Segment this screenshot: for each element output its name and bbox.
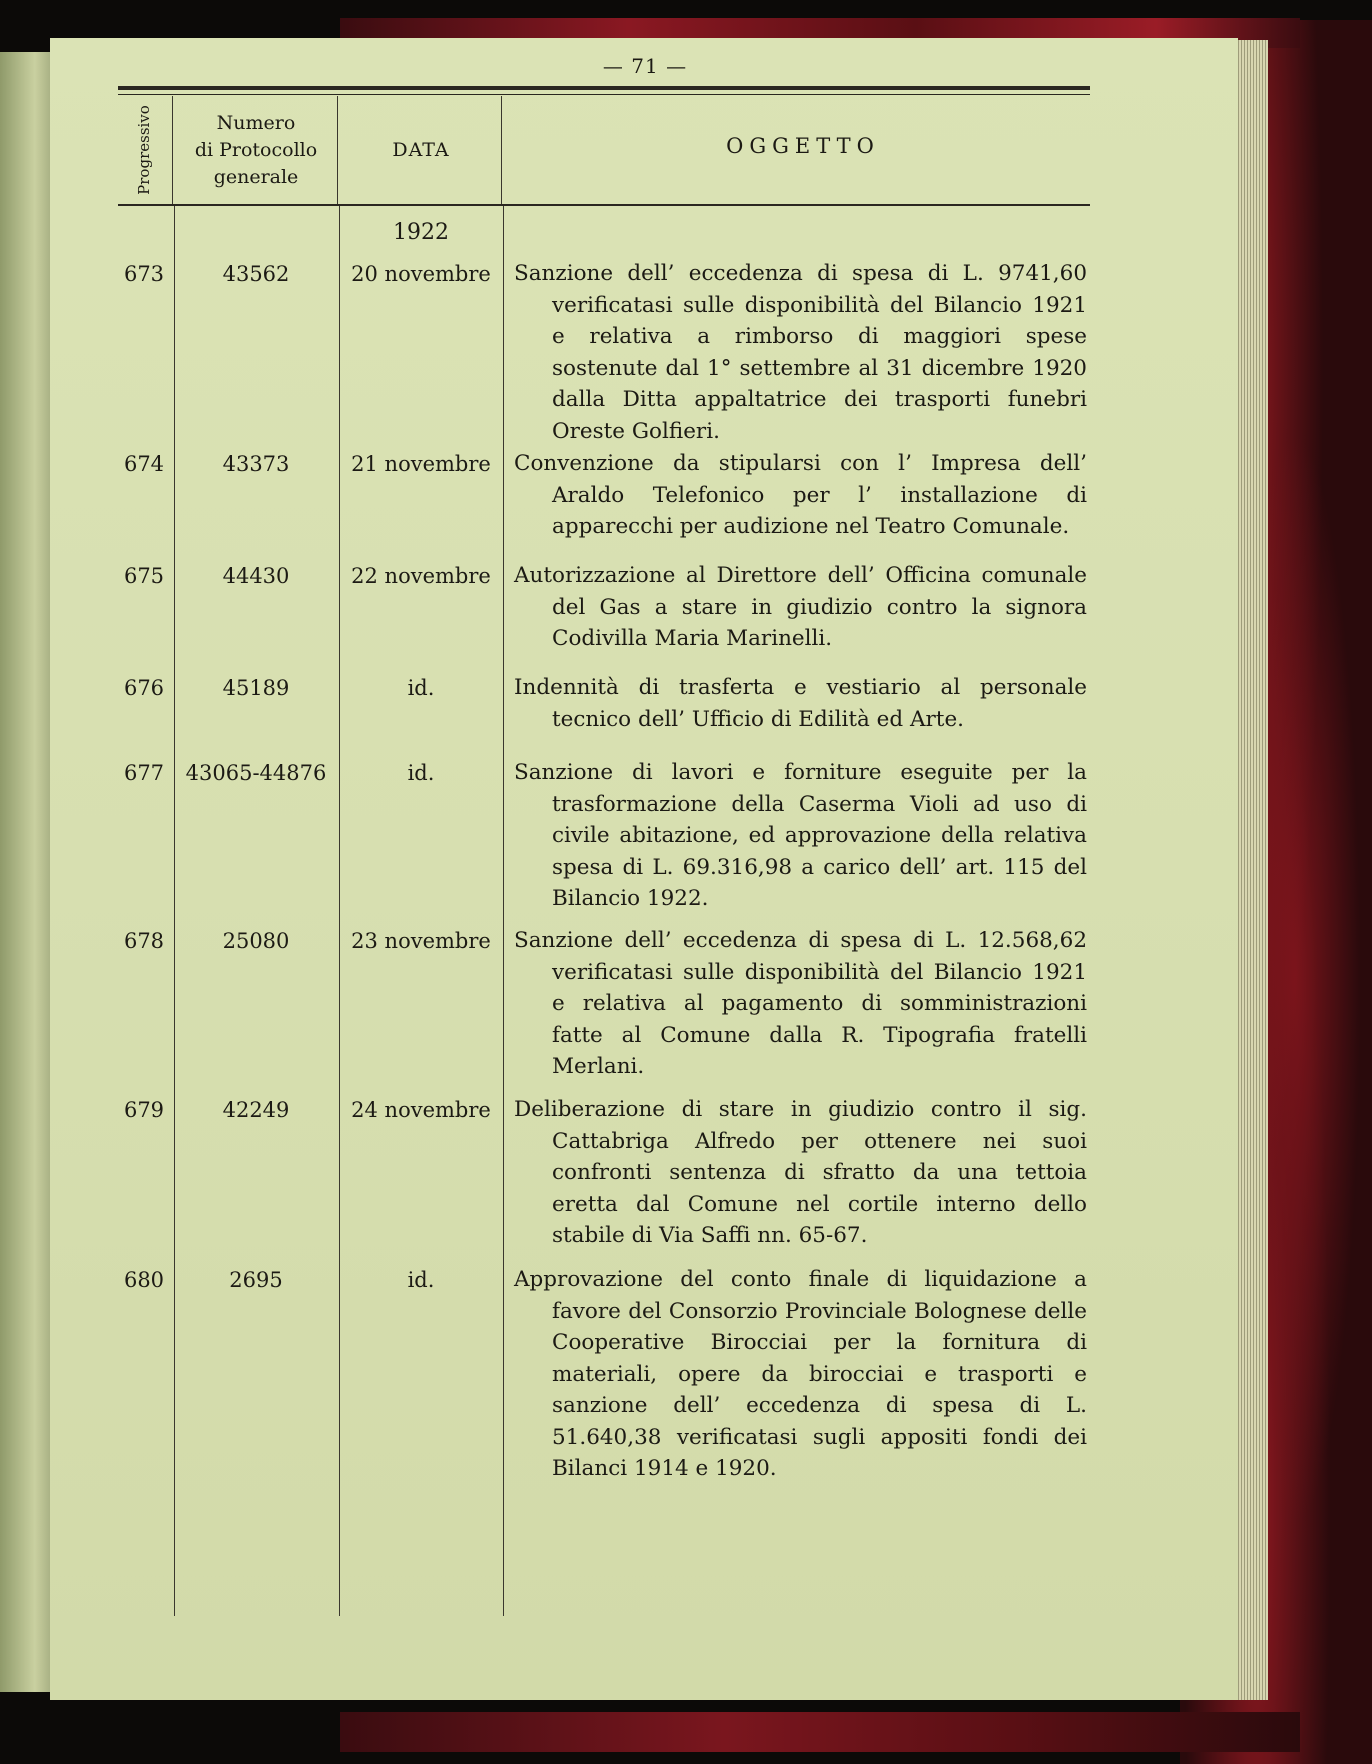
header-numero-line: generale	[213, 166, 299, 188]
column-divider	[501, 96, 502, 204]
header-numero-protocollo	[174, 110, 338, 191]
entry-progressivo: 680	[123, 1268, 165, 1292]
header-rule	[118, 204, 1090, 206]
entry-progressivo: 674	[123, 452, 165, 476]
entry-progressivo: 677	[123, 761, 165, 785]
column-divider	[339, 206, 340, 1616]
entry-oggetto: Sanzione dell’ eccedenza di spesa di L. 12.568,62 verificatasi sulle disponibilità del Bilancio 1921 e relativa al pagamento di somministrazioni fatte al Comune dalla R. Tipografia fratelli Merlani.	[514, 928, 1087, 1079]
entry-date: id.	[407, 761, 435, 785]
entry-protocollo: 2695	[229, 1268, 283, 1292]
header-numero-line: Numero	[216, 112, 296, 134]
entry-date: 23 novembre	[351, 929, 491, 953]
entry-protocollo: 43373	[222, 452, 290, 476]
entry-oggetto: Deliberazione di stare in giudizio contro il sig. Cattabriga Alfredo per ottenere nei suoi confronti sentenza di sfratto da una tettoia eretta dal Comune nel cortile interno dello stabile di Via Saffi nn. 65-67.	[514, 1097, 1087, 1248]
header-progressivo-label: Progressivo	[135, 105, 153, 195]
header-progressivo	[116, 105, 172, 195]
entry-protocollo: 25080	[222, 929, 290, 953]
entry-protocollo: 42249	[222, 1098, 290, 1122]
column-divider	[337, 96, 338, 204]
entry-date: 24 novembre	[351, 1098, 491, 1122]
entry-progressivo: 678	[123, 929, 165, 953]
entry-date: 21 novembre	[351, 452, 491, 476]
header-data: DATA	[392, 139, 450, 161]
entry-protocollo: 44430	[222, 564, 290, 588]
entry-protocollo: 43562	[222, 262, 290, 286]
page-stack-edge	[1236, 40, 1268, 1700]
entry-date: 22 novembre	[351, 564, 491, 588]
entry-date: id.	[407, 676, 435, 700]
entry-oggetto: Indennità di trasferta e vestiario al personale tecnico dell’ Ufficio di Edilità ed Arte.	[514, 675, 1087, 732]
marbled-edge-bottom	[340, 1712, 1300, 1752]
entry-oggetto: Approvazione del conto finale di liquidazione a favore del Consorzio Provinciale Bolognese delle Cooperative Birocciai per la fornitura di materiali, opere da birocciai e trasporti e sanzione dell’ eccedenza di spesa di L. 51.640,38 verificatasi sugli appositi fondi dei Bilanci 1914 e 1920.	[514, 1267, 1087, 1481]
column-divider	[503, 206, 504, 1616]
page-number: — 71 —	[602, 54, 688, 78]
header-oggetto: OGGETTO	[726, 134, 880, 158]
entry-oggetto: Sanzione di lavori e forniture eseguite per la trasformazione della Caserma Violi ad uso di civile abitazione, ed approvazione della relativa spesa di L. 69.316,98 a carico dell’ art. 115 del Bilancio 1922.	[514, 760, 1087, 911]
year-label: 1922	[393, 220, 449, 245]
entry-progressivo: 673	[123, 262, 165, 286]
entry-progressivo: 676	[123, 676, 165, 700]
entry-progressivo: 675	[123, 564, 165, 588]
entry-oggetto: Autorizzazione al Direttore dell’ Officina comunale del Gas a stare in giudizio contro la signora Codivilla Maria Marinelli.	[514, 563, 1087, 651]
entry-oggetto: Sanzione dell’ eccedenza di spesa di L. 9741,60 verificatasi sulle disponibilità del Bilancio 1921 e relativa a rimborso di maggiori spese sostenute dal 1° settembre al 31 dicembre 1920 dalla Ditta appaltatrice dei trasporti funebri Oreste Golfieri.	[514, 261, 1087, 444]
header-numero-line: di Protocollo	[194, 139, 318, 161]
entry-protocollo: 43065-44876	[185, 761, 327, 785]
column-divider	[172, 96, 173, 204]
top-rule	[118, 86, 1090, 90]
entry-oggetto: Convenzione da stipularsi con l’ Impresa dell’ Araldo Telefonico per l’ installazione di apparecchi per audizione nel Teatro Comunale.	[514, 451, 1087, 539]
entry-progressivo: 679	[123, 1098, 165, 1122]
column-divider	[174, 206, 175, 1616]
entry-date: id.	[407, 1268, 435, 1292]
top-rule-thin	[118, 94, 1090, 95]
entry-protocollo: 45189	[222, 676, 290, 700]
entry-date: 20 novembre	[351, 262, 491, 286]
document-page	[50, 38, 1238, 1700]
